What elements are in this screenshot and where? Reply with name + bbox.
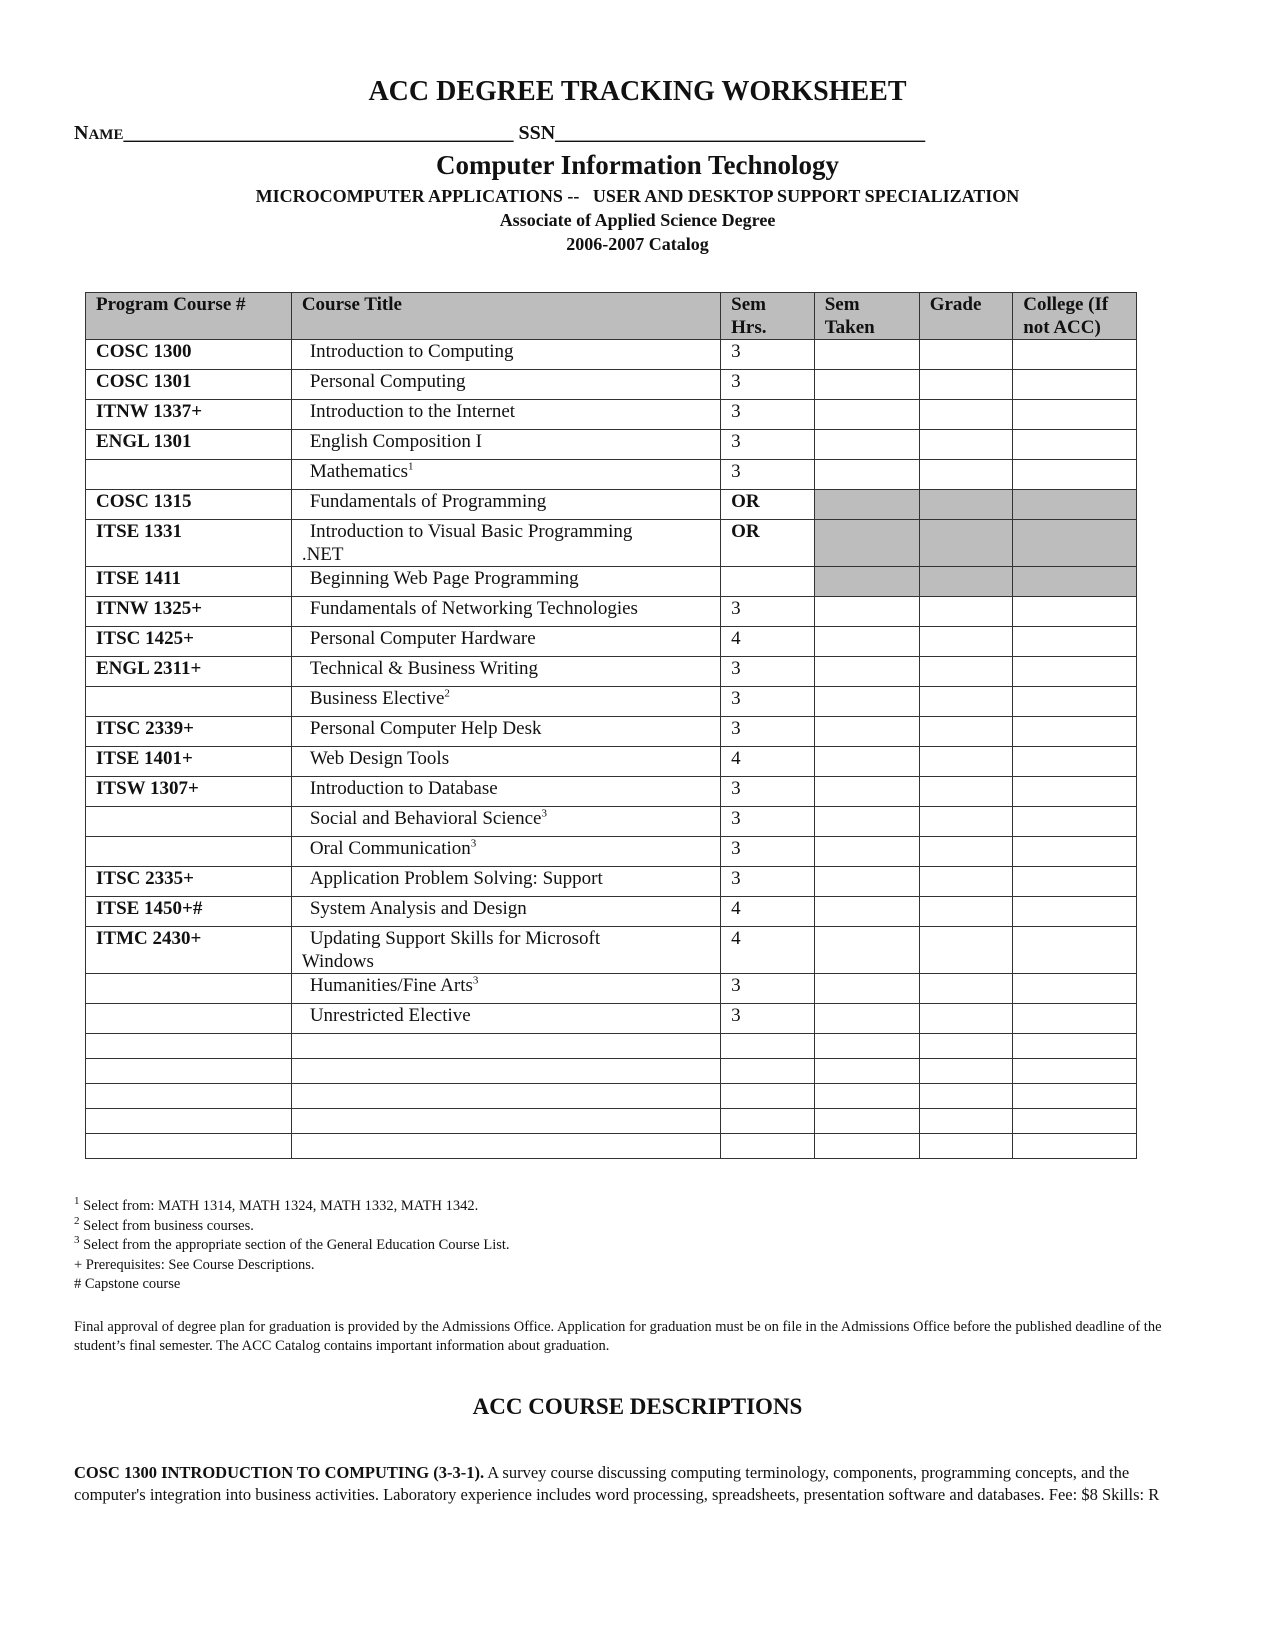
sem-hrs-cell: 4: [721, 747, 815, 777]
college-cell[interactable]: [1013, 627, 1137, 657]
table-row: [86, 777, 1137, 807]
college-cell[interactable]: [1013, 340, 1137, 370]
sem-hrs-cell: 4: [721, 897, 815, 927]
sem-taken-cell[interactable]: [814, 370, 919, 400]
course-title-cell: Introduction to Visual Basic Programming .NET: [291, 520, 720, 567]
course-code-cell: ENGL 1301: [86, 430, 292, 460]
graduation-note: Final approval of degree plan for graduation is provided by the Admissions Office. Application for graduation must be on file in the Admissions Office before the published deadline of the student’s final semester. The ACC Catalog contains important information about graduation.: [74, 1319, 1162, 1354]
header-sem-hrs: Sem Hrs.: [721, 293, 815, 340]
table-row: [86, 430, 1137, 460]
college-cell[interactable]: [1013, 1004, 1137, 1034]
sem-taken-cell[interactable]: [814, 430, 919, 460]
sem-taken-cell[interactable]: [814, 777, 919, 807]
college-cell[interactable]: [1013, 567, 1137, 597]
sem-taken-cell[interactable]: [814, 627, 919, 657]
course-title-cell: Oral Communication$^3$: [291, 837, 720, 867]
course-code-cell: [86, 1004, 292, 1034]
course-code-cell: ITSC 1425+: [86, 627, 292, 657]
course-title-cell[interactable]: [291, 1034, 720, 1059]
course-title-cell: Introduction to Database: [291, 777, 720, 807]
sem-hrs-cell: 4: [721, 627, 815, 657]
college-cell[interactable]: [1013, 490, 1137, 520]
grade-cell[interactable]: [919, 627, 1013, 657]
course-code-cell: ITMC 2430+: [86, 927, 292, 974]
college-cell[interactable]: [1013, 657, 1137, 687]
grade-cell[interactable]: [919, 567, 1013, 597]
course-code-cell: ITSE 1450+#: [86, 897, 292, 927]
college-cell[interactable]: [1013, 1109, 1137, 1134]
college-cell[interactable]: [1013, 927, 1137, 974]
course-code-cell: [86, 460, 292, 490]
ssn-blank: _____________________________________: [555, 122, 926, 144]
course-title-cell[interactable]: [291, 1109, 720, 1134]
subject-title: Computer Information Technology: [435, 150, 840, 180]
table-row: [86, 867, 1137, 897]
empty-table-row: [86, 1034, 1137, 1059]
sem-hrs-cell[interactable]: [721, 1134, 815, 1159]
table-row: [86, 460, 1137, 490]
college-cell[interactable]: [1013, 777, 1137, 807]
sem-hrs-cell[interactable]: [721, 1059, 815, 1084]
college-cell[interactable]: [1013, 1059, 1137, 1084]
course-title-cell: Personal Computer Hardware: [291, 627, 720, 657]
table-row: [86, 627, 1137, 657]
grade-cell[interactable]: [919, 717, 1013, 747]
course-table: [85, 292, 1137, 1159]
course-title-cell: Technical & Business Writing: [291, 657, 720, 687]
grade-cell[interactable]: [919, 747, 1013, 777]
grade-cell[interactable]: [919, 777, 1013, 807]
table-row: [86, 687, 1137, 717]
sem-taken-cell[interactable]: [814, 597, 919, 627]
sem-hrs-cell: 3: [721, 867, 815, 897]
course-code-cell: [86, 837, 292, 867]
course-code-cell: ITSW 1307+: [86, 777, 292, 807]
grade-cell[interactable]: [919, 1084, 1013, 1109]
college-cell[interactable]: [1013, 370, 1137, 400]
course-title-cell[interactable]: [291, 1134, 720, 1159]
header-course-title: Course Title: [291, 293, 720, 340]
course-description-head: COSC 1300 INTRODUCTION TO COMPUTING (3-3-1).: [74, 1463, 485, 1482]
sem-taken-cell[interactable]: [814, 1084, 919, 1109]
course-code-cell: ITSE 1411: [86, 567, 292, 597]
footnote-capstone: # Capstone course: [74, 1276, 181, 1292]
sem-taken-cell[interactable]: [814, 974, 919, 1004]
table-row: [86, 837, 1137, 867]
table-row: [86, 974, 1137, 1004]
sem-taken-cell[interactable]: [814, 807, 919, 837]
course-title-cell: Beginning Web Page Programming: [291, 567, 720, 597]
course-title-cell: Humanities/Fine Arts$^3$: [291, 974, 720, 1004]
course-title-cell: Social and Behavioral Science$^3$: [291, 807, 720, 837]
sem-taken-cell[interactable]: [814, 927, 919, 974]
table-row: [86, 370, 1137, 400]
sem-hrs-cell: 3: [721, 777, 815, 807]
program-title: MICROCOMPUTER APPLICATIONS -- USER AND DESKTOP SUPPORT SPECIALIZATION: [255, 186, 1020, 206]
grade-cell[interactable]: [919, 927, 1013, 974]
degree-title: Associate of Applied Science Degree: [499, 210, 776, 230]
course-code-cell: [86, 687, 292, 717]
grade-cell[interactable]: [919, 837, 1013, 867]
course-code-cell[interactable]: [86, 1134, 292, 1159]
table-row: [86, 400, 1137, 430]
name-label: NAME: [74, 122, 124, 144]
grade-cell[interactable]: [919, 657, 1013, 687]
grade-cell[interactable]: [919, 1004, 1013, 1034]
sem-hrs-cell: 4: [721, 927, 815, 974]
college-cell[interactable]: [1013, 974, 1137, 1004]
college-cell[interactable]: [1013, 807, 1137, 837]
sem-hrs-cell[interactable]: [721, 1084, 815, 1109]
sem-taken-cell[interactable]: [814, 1034, 919, 1059]
course-code-cell[interactable]: [86, 1084, 292, 1109]
course-code-cell: ITSE 1331: [86, 520, 292, 567]
sem-taken-cell[interactable]: [814, 460, 919, 490]
grade-cell[interactable]: [919, 370, 1013, 400]
course-title-cell: Application Problem Solving: Support: [291, 867, 720, 897]
sem-taken-cell[interactable]: [814, 1109, 919, 1134]
college-cell[interactable]: [1013, 597, 1137, 627]
college-cell[interactable]: [1013, 867, 1137, 897]
table-row: [86, 717, 1137, 747]
grade-cell[interactable]: [919, 1034, 1013, 1059]
sem-taken-cell[interactable]: [814, 657, 919, 687]
college-cell[interactable]: [1013, 1034, 1137, 1059]
table-row: [86, 597, 1137, 627]
sem-taken-cell[interactable]: [814, 747, 919, 777]
course-title-cell: Introduction to the Internet: [291, 400, 720, 430]
course-code-cell: [86, 974, 292, 1004]
grade-cell[interactable]: [919, 460, 1013, 490]
grade-cell[interactable]: [919, 897, 1013, 927]
sem-taken-cell[interactable]: [814, 400, 919, 430]
grade-cell[interactable]: [919, 1059, 1013, 1084]
sem-hrs-cell: OR: [721, 490, 815, 520]
sem-hrs-cell[interactable]: [721, 1034, 815, 1059]
course-title-cell: Mathematics$^1$: [291, 460, 720, 490]
course-title-cell: Fundamentals of Programming: [291, 490, 720, 520]
footnote-prerequisites: + Prerequisites: See Course Descriptions.: [74, 1256, 315, 1273]
course-title-cell[interactable]: [291, 1059, 720, 1084]
grade-cell[interactable]: [919, 430, 1013, 460]
table-row: [86, 520, 1137, 567]
course-title-cell: English Composition I: [291, 430, 720, 460]
table-header-row: [86, 293, 1137, 340]
grade-cell[interactable]: [919, 807, 1013, 837]
course-code-cell[interactable]: [86, 1059, 292, 1084]
sem-taken-cell[interactable]: [814, 867, 919, 897]
sem-hrs-cell: 3: [721, 340, 815, 370]
sem-hrs-cell[interactable]: [721, 1109, 815, 1134]
footnote-2: $^2$ Select from business courses.: [74, 1214, 254, 1234]
college-cell[interactable]: [1013, 687, 1137, 717]
empty-table-row: [86, 1084, 1137, 1109]
sem-taken-cell[interactable]: [814, 567, 919, 597]
college-cell[interactable]: [1013, 430, 1137, 460]
college-cell[interactable]: [1013, 747, 1137, 777]
course-descriptions-heading: ACC COURSE DESCRIPTIONS: [472, 1394, 803, 1419]
course-table-body: [86, 340, 1137, 1159]
college-cell[interactable]: [1013, 400, 1137, 430]
sem-hrs-cell: 3: [721, 430, 815, 460]
course-title-cell: Fundamentals of Networking Technologies: [291, 597, 720, 627]
footnote-3: $^3$ Select from the appropriate section of the General Education Course List.: [74, 1234, 510, 1253]
course-title-cell: Personal Computer Help Desk: [291, 717, 720, 747]
header-grade: Grade: [919, 293, 1013, 340]
course-code-cell: COSC 1300: [86, 340, 292, 370]
catalog-year: 2006-2007 Catalog: [566, 234, 709, 254]
sem-hrs-cell: [721, 567, 815, 597]
course-title-cell: Web Design Tools: [291, 747, 720, 777]
course-code-cell: ITSC 2335+: [86, 867, 292, 897]
course-code-cell[interactable]: [86, 1109, 292, 1134]
ssn-label: SSN: [518, 122, 556, 144]
course-title-cell: Business Elective$^2$: [291, 687, 720, 717]
grade-cell[interactable]: [919, 1109, 1013, 1134]
header-sem-taken: Sem Taken: [814, 293, 919, 340]
sem-hrs-cell: 3: [721, 687, 815, 717]
sem-hrs-cell: 3: [721, 597, 815, 627]
grade-cell[interactable]: [919, 1134, 1013, 1159]
course-code-cell: ENGL 2311+: [86, 657, 292, 687]
header-program-course: Program Course #: [86, 293, 292, 340]
course-code-cell: ITSE 1401+: [86, 747, 292, 777]
sem-taken-cell[interactable]: [814, 1059, 919, 1084]
empty-table-row: [86, 1109, 1137, 1134]
course-description-cosc-1300: [74, 1462, 1204, 1506]
grade-cell[interactable]: [919, 867, 1013, 897]
grade-cell[interactable]: [919, 597, 1013, 627]
sem-taken-cell[interactable]: [814, 340, 919, 370]
sem-hrs-cell: 3: [721, 974, 815, 1004]
header-college: College (If not ACC): [1013, 293, 1137, 340]
course-code-cell: [86, 807, 292, 837]
sem-taken-cell[interactable]: [814, 1134, 919, 1159]
sem-hrs-cell: 3: [721, 717, 815, 747]
table-row: [86, 490, 1137, 520]
course-title-cell: Unrestricted Elective: [291, 1004, 720, 1034]
footnotes: [74, 1197, 510, 1295]
footnote-1: $^1$ Select from: MATH 1314, MATH 1324, MATH 1332, MATH 1342.: [74, 1195, 479, 1214]
sem-hrs-cell: 3: [721, 400, 815, 430]
grade-cell[interactable]: [919, 490, 1013, 520]
grade-cell[interactable]: [919, 400, 1013, 430]
course-title-cell[interactable]: [291, 1084, 720, 1109]
course-title-cell: Introduction to Computing: [291, 340, 720, 370]
college-cell[interactable]: [1013, 520, 1137, 567]
empty-table-row: [86, 1059, 1137, 1084]
course-description-text: A survey course discussing computing terminology, components, programming concepts, and the computer's integration into business activities. Laboratory experience includes word processing, spreadsheets, presentation software and databases. Fee: $8 Skills: R: [74, 1463, 1160, 1504]
sem-hrs-cell: 3: [721, 807, 815, 837]
course-code-cell: ITNW 1325+: [86, 597, 292, 627]
table-row: [86, 927, 1137, 974]
table-row: [86, 340, 1137, 370]
college-cell[interactable]: [1013, 897, 1137, 927]
sem-taken-cell[interactable]: [814, 897, 919, 927]
sem-taken-cell[interactable]: [814, 687, 919, 717]
sem-taken-cell[interactable]: [814, 520, 919, 567]
course-code-cell: ITNW 1337+: [86, 400, 292, 430]
sem-hrs-cell: 3: [721, 460, 815, 490]
sem-taken-cell[interactable]: [814, 490, 919, 520]
sem-taken-cell[interactable]: [814, 717, 919, 747]
table-row: [86, 897, 1137, 927]
sem-hrs-cell: 3: [721, 837, 815, 867]
sem-hrs-cell: 3: [721, 657, 815, 687]
college-cell[interactable]: [1013, 717, 1137, 747]
name-ssn-line: [74, 122, 925, 145]
course-title-cell: Updating Support Skills for Microsoft Windows: [291, 927, 720, 974]
grade-cell[interactable]: [919, 340, 1013, 370]
table-row: [86, 807, 1137, 837]
college-cell[interactable]: [1013, 1084, 1137, 1109]
course-code-cell: COSC 1301: [86, 370, 292, 400]
course-title-cell: System Analysis and Design: [291, 897, 720, 927]
table-row: [86, 1004, 1137, 1034]
worksheet-title: ACC DEGREE TRACKING WORKSHEET: [368, 76, 907, 107]
empty-table-row: [86, 1134, 1137, 1159]
college-cell[interactable]: [1013, 1134, 1137, 1159]
grade-cell[interactable]: [919, 974, 1013, 1004]
sem-taken-cell[interactable]: [814, 837, 919, 867]
college-cell[interactable]: [1013, 837, 1137, 867]
table-row: [86, 567, 1137, 597]
course-title-cell: Personal Computing: [291, 370, 720, 400]
table-row: [86, 657, 1137, 687]
course-code-cell[interactable]: [86, 1034, 292, 1059]
grade-cell[interactable]: [919, 687, 1013, 717]
grade-cell[interactable]: [919, 520, 1013, 567]
college-cell[interactable]: [1013, 460, 1137, 490]
sem-hrs-cell: 3: [721, 370, 815, 400]
table-row: [86, 747, 1137, 777]
course-code-cell: ITSC 2339+: [86, 717, 292, 747]
course-code-cell: COSC 1315: [86, 490, 292, 520]
sem-hrs-cell: OR: [721, 520, 815, 567]
name-blank: _______________________________________: [123, 122, 514, 144]
sem-taken-cell[interactable]: [814, 1004, 919, 1034]
sem-hrs-cell: 3: [721, 1004, 815, 1034]
